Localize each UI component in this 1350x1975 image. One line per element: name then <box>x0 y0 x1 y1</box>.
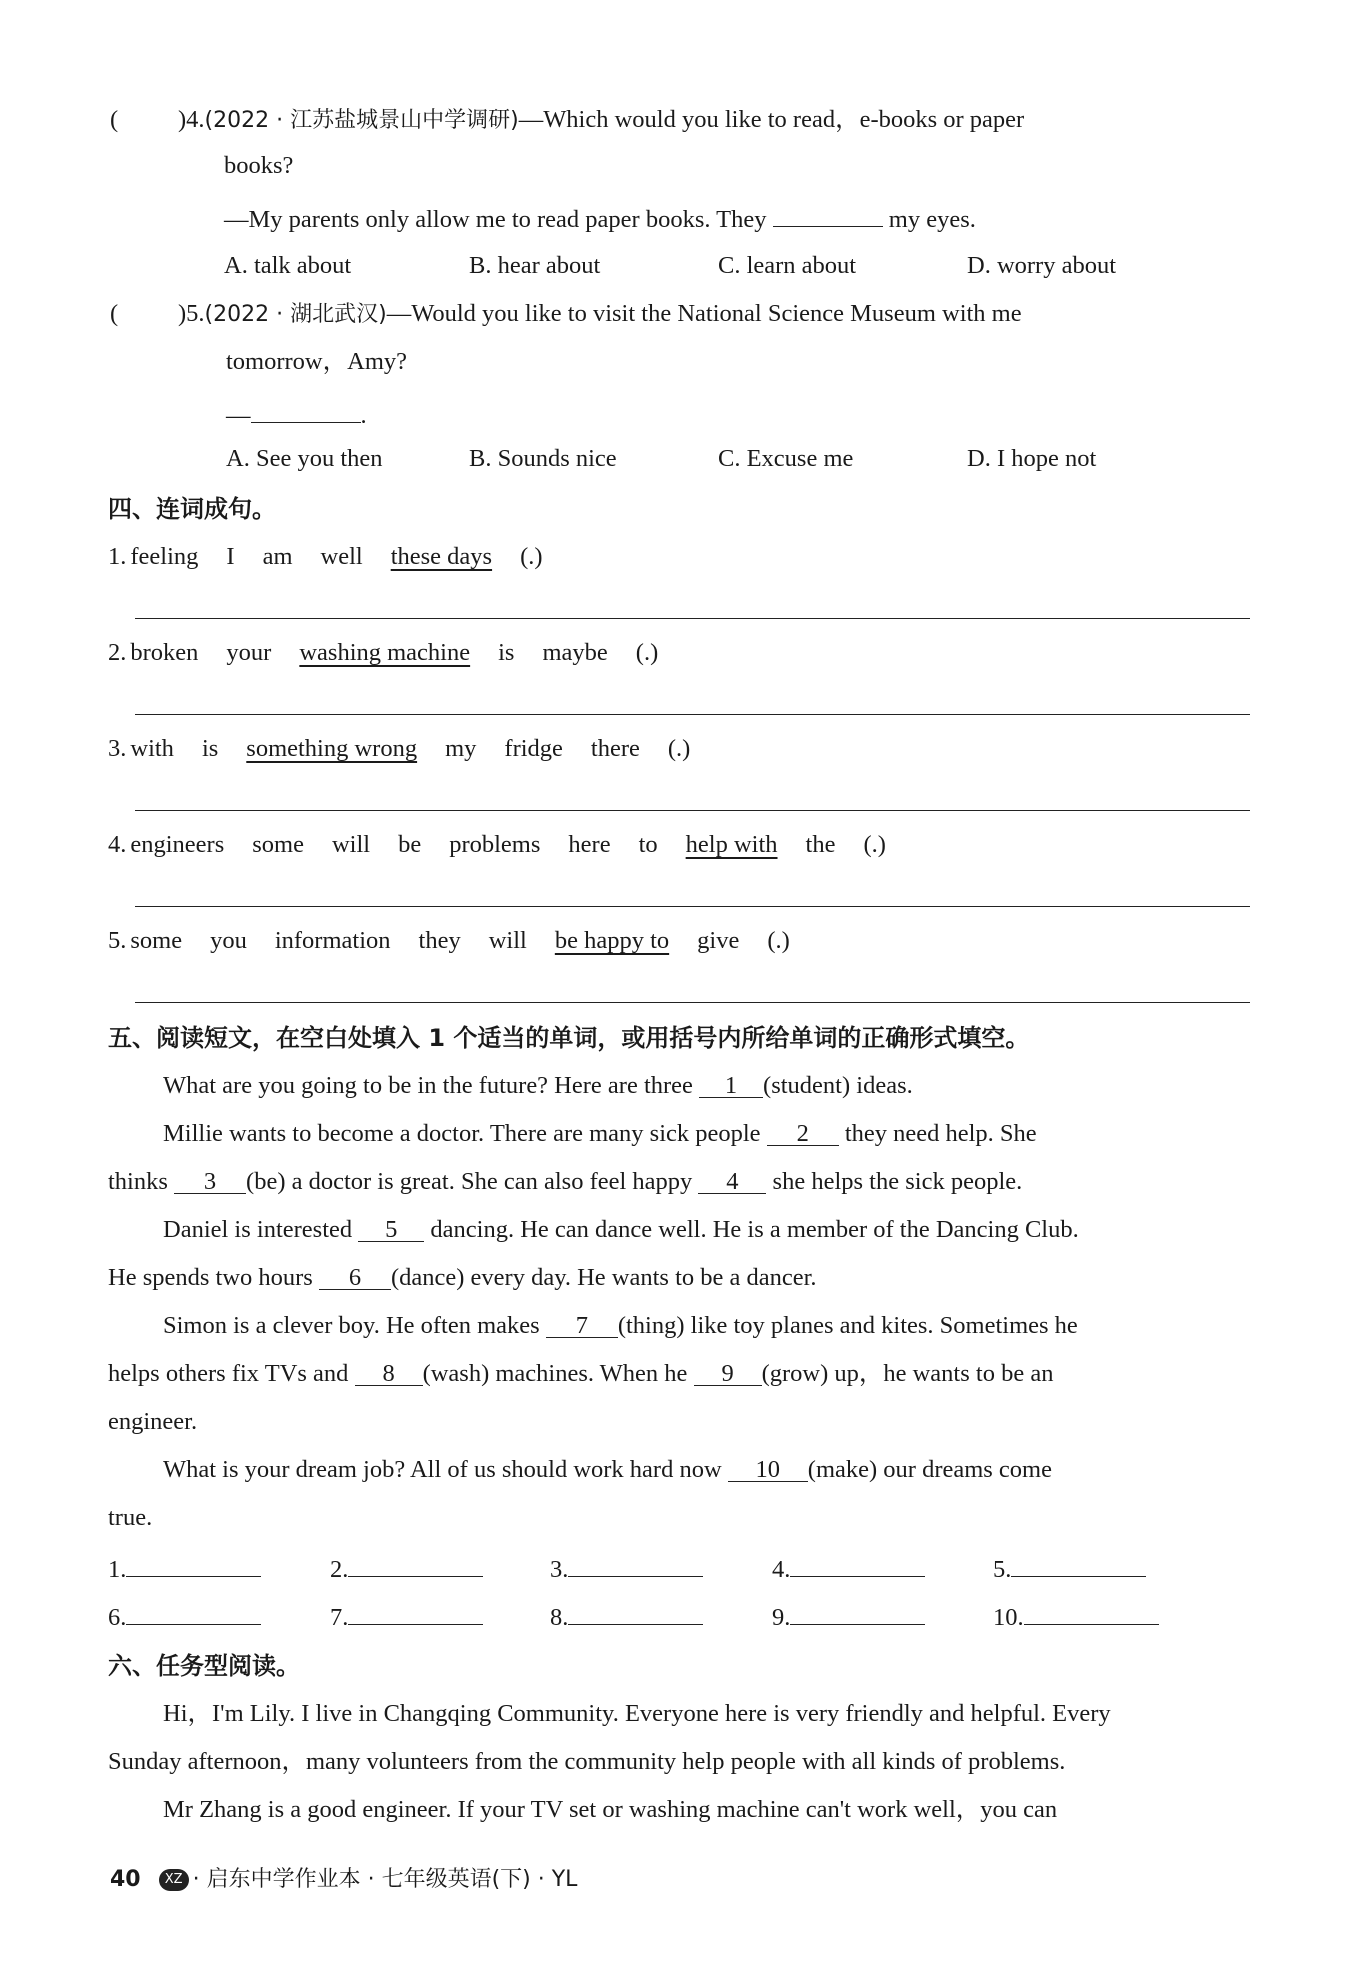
s5-answer-label: 6. <box>108 1604 127 1631</box>
s5-answer-blank[interactable] <box>1011 1550 1146 1577</box>
q5-text-line2: tomorrow，Amy? <box>226 348 407 375</box>
s5-para4 <box>163 1310 1078 1342</box>
section5-title: 五、阅读短文，在空白处填入 1 个适当的单词，或用括号内所给单词的正确形式填空。 <box>108 1024 1030 1052</box>
publisher-logo-icon: XZ <box>159 1869 189 1891</box>
s5-text: helps others fix TVs and <box>108 1360 349 1387</box>
s4-word: with <box>130 735 174 762</box>
q4-line1 <box>178 104 1024 137</box>
s4-item-number: 5. <box>108 927 127 954</box>
s5-text: Millie wants to become a doctor. There are many sick people <box>163 1120 761 1147</box>
s5-blank-1[interactable]: 1 <box>699 1071 763 1098</box>
s5-blank-6[interactable]: 6 <box>319 1263 391 1290</box>
s4-item-number: 2. <box>108 639 127 666</box>
s5-answer-cell <box>550 1550 703 1586</box>
s5-answer-cell <box>993 1598 1159 1634</box>
s5-answer-label: 5. <box>993 1556 1012 1583</box>
q4-answer-blank[interactable] <box>773 200 883 227</box>
s5-text: What is your dream job? All of us should work hard now <box>163 1456 722 1483</box>
s4-item-number: 4. <box>108 831 127 858</box>
s4-word: some <box>252 831 304 858</box>
s5-answer-label: 3. <box>550 1556 569 1583</box>
s5-answer-blank[interactable] <box>1024 1598 1159 1625</box>
q4-text-line3-end: my eyes. <box>888 206 976 233</box>
s5-answer-cell <box>330 1598 483 1634</box>
s5-para3-cont <box>108 1262 817 1294</box>
s5-answer-label: 2. <box>330 1556 349 1583</box>
s4-item-3 <box>108 733 690 765</box>
s5-text: Daniel is interested <box>163 1216 353 1243</box>
s5-answer-blank[interactable] <box>348 1598 483 1625</box>
s5-blank-10[interactable]: 10 <box>728 1455 808 1482</box>
s5-answer-blank[interactable] <box>568 1598 703 1625</box>
s5-blank-8[interactable]: 8 <box>355 1359 423 1386</box>
s5-blank-2[interactable]: 2 <box>767 1119 839 1146</box>
q5-number: )5. <box>178 300 205 327</box>
s6-text-line2: Sunday afternoon，many volunteers from the community help people with all kinds of problems. <box>108 1748 1066 1775</box>
s5-text: He spends two hours <box>108 1264 313 1291</box>
s4-underlined-phrase: washing machine <box>299 639 471 666</box>
s4-answer-line[interactable] <box>135 714 1250 715</box>
s5-para3 <box>163 1214 1079 1246</box>
q5-option-a: A. See you then <box>226 445 383 472</box>
s5-answer-cell <box>550 1598 703 1634</box>
q5-answer-blank[interactable] <box>251 396 361 423</box>
s4-item-number: 1. <box>108 543 127 570</box>
s5-para4-cont <box>108 1358 1053 1390</box>
q4-line2 <box>224 150 293 182</box>
s5-answer-blank[interactable] <box>790 1550 925 1577</box>
s5-answer-label: 1. <box>108 1556 127 1583</box>
s4-word: feeling <box>130 543 199 570</box>
s4-item-1 <box>108 541 543 573</box>
s5-answer-label: 7. <box>330 1604 349 1631</box>
s5-blank-7[interactable]: 7 <box>546 1311 618 1338</box>
q4-line3 <box>224 200 976 236</box>
q5-line2 <box>226 346 407 378</box>
s6-text-line1: Hi，I'm Lily. I live in Changqing Community. Everyone here is very friendly and helpful. Every <box>163 1700 1111 1727</box>
s5-blank-9[interactable]: 9 <box>694 1359 762 1386</box>
q5-paren <box>110 298 118 330</box>
s5-answer-cell <box>772 1598 925 1634</box>
s5-para2 <box>163 1118 1037 1150</box>
s4-word: my <box>445 735 477 762</box>
s5-text: (dance) every day. He wants to be a dancer. <box>390 1264 817 1291</box>
page-number: 40 <box>110 1867 141 1892</box>
q5-text-line1: —Would you like to visit the National Science Museum with me <box>386 300 1022 327</box>
s5-blank-5[interactable]: 5 <box>358 1215 424 1242</box>
s5-para5 <box>163 1454 1052 1486</box>
section4-title: 四、连词成句。 <box>108 495 276 523</box>
s5-text: (make) our dreams come <box>807 1456 1052 1483</box>
s4-word: broken <box>130 639 199 666</box>
s4-underlined-phrase: help with <box>685 831 778 858</box>
s4-word: is <box>498 639 515 666</box>
s5-text: (student) ideas. <box>763 1072 913 1099</box>
s4-word: well <box>320 543 363 570</box>
s5-text: (be) a doctor is great. She can also feel happy <box>246 1168 693 1195</box>
page-footer <box>110 1862 577 1893</box>
section6-title: 六、任务型阅读。 <box>108 1652 300 1680</box>
s4-item-5 <box>108 925 790 957</box>
s4-word: you <box>210 927 247 954</box>
s4-answer-line[interactable] <box>135 810 1250 811</box>
q5-line3 <box>226 396 367 432</box>
s4-answer-line[interactable] <box>135 1002 1250 1003</box>
s4-word: be <box>398 831 422 858</box>
s4-underlined-phrase: something wrong <box>246 735 418 762</box>
q5-line1 <box>178 298 1022 331</box>
s5-blank-3[interactable]: 3 <box>174 1167 246 1194</box>
s6-text-line3: Mr Zhang is a good engineer. If your TV set or washing machine can't work well，you can <box>163 1796 1058 1823</box>
s5-text: (wash) machines. When he <box>422 1360 688 1387</box>
s5-text: they need help. She <box>844 1120 1037 1147</box>
q5-option-d: D. I hope not <box>967 445 1097 472</box>
s4-punctuation: (.) <box>863 831 886 858</box>
s5-blank-4[interactable]: 4 <box>698 1167 766 1194</box>
s4-punctuation: (.) <box>767 927 790 954</box>
s4-word: the <box>805 831 836 858</box>
s5-text: What are you going to be in the future? Here are three <box>163 1072 693 1099</box>
s4-word: there <box>590 735 640 762</box>
q5-option-c: C. Excuse me <box>718 445 854 472</box>
q4-text-line2: books? <box>224 152 294 179</box>
q5-source: (2022 · 湖北武汉) <box>204 302 387 327</box>
s4-word: will <box>331 831 371 858</box>
s4-word: will <box>488 927 527 954</box>
s4-underlined-phrase: be happy to <box>554 927 670 954</box>
s5-text: Simon is a clever boy. He often makes <box>163 1312 540 1339</box>
s5-text: she helps the sick people. <box>772 1168 1023 1195</box>
s5-answer-cell <box>108 1550 261 1586</box>
s4-word: engineers <box>130 831 225 858</box>
s4-word: give <box>697 927 740 954</box>
s5-answer-label: 8. <box>550 1604 569 1631</box>
s5-answer-cell <box>772 1550 925 1586</box>
s4-word: some <box>130 927 183 954</box>
q4-source: (2022 · 江苏盐城景山中学调研) <box>204 108 519 133</box>
q4-open-paren: ( <box>110 106 119 133</box>
s5-answer-blank[interactable] <box>348 1550 483 1577</box>
s5-text: thinks <box>108 1168 168 1195</box>
s5-answer-cell <box>330 1550 483 1586</box>
s4-punctuation: (.) <box>667 735 691 762</box>
s5-answer-label: 10. <box>993 1604 1024 1631</box>
s5-text: (grow) up，he wants to be an <box>761 1360 1054 1387</box>
s4-word: maybe <box>542 639 608 666</box>
s5-answer-blank[interactable] <box>790 1598 925 1625</box>
s4-word: fridge <box>504 735 563 762</box>
s5-answer-blank[interactable] <box>126 1598 261 1625</box>
s4-word: your <box>226 639 272 666</box>
q4-paren <box>110 104 118 136</box>
s4-item-4 <box>108 829 886 861</box>
s5-answer-cell <box>108 1598 261 1634</box>
q5-option-b: B. Sounds nice <box>469 445 617 472</box>
book-title: · 启东中学作业本 · 七年级英语(下) · YL <box>192 1867 578 1892</box>
s5-answer-label: 9. <box>772 1604 791 1631</box>
s4-punctuation: (.) <box>520 543 543 570</box>
q4-text-line1: —Which would you like to read，e-books or paper <box>518 106 1025 133</box>
s4-item-number: 3. <box>108 735 127 762</box>
q5-open-paren: ( <box>110 300 119 327</box>
q4-text-line3: —My parents only allow me to read paper books. They <box>224 206 767 233</box>
q5-dash: — <box>226 402 251 429</box>
s4-word: to <box>638 831 658 858</box>
s5-text: dancing. He can dance well. He is a member of the Dancing Club. <box>430 1216 1079 1243</box>
s4-word: is <box>201 735 219 762</box>
q4-option-c: C. learn about <box>718 252 857 279</box>
s4-punctuation: (.) <box>635 639 659 666</box>
s5-text: engineer. <box>108 1408 198 1435</box>
s5-text: (thing) like toy planes and kites. Sometimes he <box>617 1312 1078 1339</box>
s4-item-2 <box>108 637 658 669</box>
s5-text: true. <box>108 1504 153 1531</box>
q4-option-d: D. worry about <box>967 252 1117 279</box>
q4-option-a: A. talk about <box>224 252 352 279</box>
s4-underlined-phrase: these days <box>390 543 493 570</box>
s4-word: information <box>274 927 391 954</box>
s4-answer-line[interactable] <box>135 906 1250 907</box>
s4-word: here <box>568 831 611 858</box>
s4-word: I <box>226 543 235 570</box>
s5-para1 <box>163 1070 913 1102</box>
s4-answer-line[interactable] <box>135 618 1250 619</box>
s4-word: am <box>262 543 293 570</box>
q4-number: )4. <box>178 106 205 133</box>
s5-answer-cell <box>993 1550 1146 1586</box>
s4-word: problems <box>449 831 541 858</box>
s5-answer-label: 4. <box>772 1556 791 1583</box>
q4-option-b: B. hear about <box>469 252 601 279</box>
q5-period: . <box>360 402 367 429</box>
s4-word: they <box>418 927 461 954</box>
s5-answer-blank[interactable] <box>126 1550 261 1577</box>
s5-para2-cont <box>108 1166 1022 1198</box>
s5-answer-blank[interactable] <box>568 1550 703 1577</box>
